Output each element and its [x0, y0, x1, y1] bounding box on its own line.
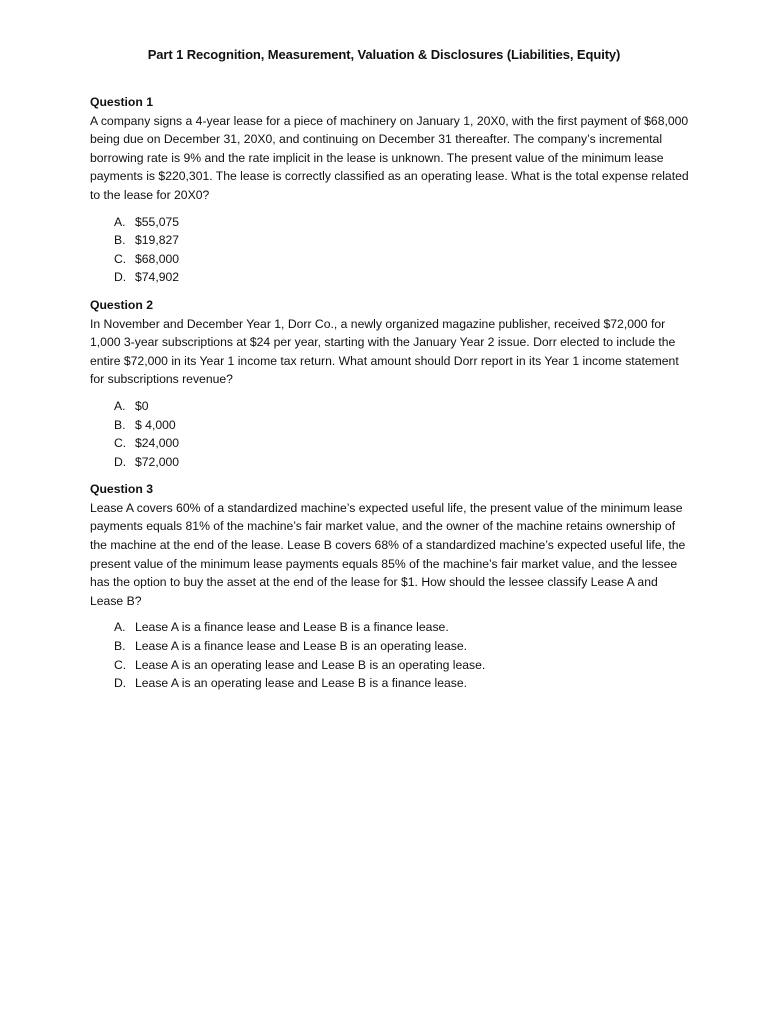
option-letter: B.	[114, 639, 126, 654]
answer-options	[90, 618, 690, 692]
option-letter: C.	[114, 251, 127, 266]
answer-option	[114, 250, 690, 269]
answer-option	[114, 397, 690, 416]
answer-option	[114, 674, 690, 693]
option-letter: D.	[114, 454, 127, 469]
answer-option	[114, 453, 690, 472]
option-letter: D.	[114, 676, 127, 691]
question-list	[90, 93, 690, 693]
option-letter: C.	[114, 657, 127, 672]
answer-options	[90, 213, 690, 287]
option-letter: A.	[114, 620, 126, 635]
option-text: $74,902	[135, 270, 180, 285]
answer-option	[114, 268, 690, 287]
question-heading: Question 1	[90, 95, 153, 109]
option-letter: B.	[114, 417, 126, 432]
question-3	[90, 480, 690, 693]
answer-options	[90, 397, 690, 471]
option-text: $72,000	[135, 454, 180, 469]
question-1	[90, 93, 690, 287]
question-heading: Question 3	[90, 482, 153, 497]
page-title: Part 1 Recognition, Measurement, Valuation & Disclosures (Liabilities, Equity)	[147, 47, 621, 62]
answer-option	[114, 618, 690, 637]
option-text: Lease A is an operating lease and Lease B is an operating lease.	[135, 657, 486, 672]
answer-option	[114, 656, 690, 675]
question-text: A company signs a 4-year lease for a piece of machinery on January 1, 20X0, with the first payment of $68,000 being due on December 31, 20X0, and continuing on December 31 thereafter. The company’s incremental borrowing rate is 9% and the rate implicit in the lease is unknown. The present value of the minimum lease payments is $220,301. The lease is correctly classified as an operating lease. What is the total expense related to the lease for 20X0?	[90, 113, 689, 202]
question-heading: Question 2	[90, 297, 153, 312]
answer-option	[114, 434, 690, 453]
option-text: Lease A is a finance lease and Lease B is a finance lease.	[135, 620, 449, 635]
question-text: In November and December Year 1, Dorr Co., a newly organized magazine publisher, received $72,000 for 1,000 3-year subscriptions at $24 per year, starting with the January Year 2 issue. Dorr elected to include the entire $72,000 in its Year 1 income tax return. What amount should Dorr report in its Year 1 income statement for subscriptions revenue?	[90, 316, 679, 387]
option-letter: A.	[114, 398, 126, 413]
answer-option	[114, 213, 690, 232]
option-text: $55,075	[135, 214, 180, 229]
option-text: $68,000	[135, 251, 180, 266]
option-text: $0	[135, 398, 149, 413]
option-text: $19,827	[135, 233, 180, 248]
option-letter: D.	[114, 270, 127, 285]
option-letter: A.	[114, 214, 126, 229]
answer-option	[114, 416, 690, 435]
option-text: Lease A is an operating lease and Lease B is a finance lease.	[135, 676, 468, 691]
option-text: $ 4,000	[135, 417, 176, 432]
question-2	[90, 296, 690, 471]
answer-option	[114, 231, 690, 250]
option-letter: C.	[114, 436, 127, 451]
question-text: Lease A covers 60% of a standardized machine’s expected useful life, the present value of the minimum lease payments equals 81% of the machine’s fair market value, and the owner of the machine retains ownership of the machine at the end of the lease. Lease B covers 68% of a standardized machine’s expected useful life, the present value of the minimum lease payments equals 85% of the machine’s fair market value, and the lessee has the option to buy the asset at the end of the lease for $1. How should the lessee classify Lease A and Lease B?	[90, 500, 686, 608]
answer-option	[114, 637, 690, 656]
option-text: Lease A is a finance lease and Lease B is an operating lease.	[135, 639, 468, 654]
option-text: $24,000	[135, 436, 180, 451]
option-letter: B.	[114, 233, 126, 248]
